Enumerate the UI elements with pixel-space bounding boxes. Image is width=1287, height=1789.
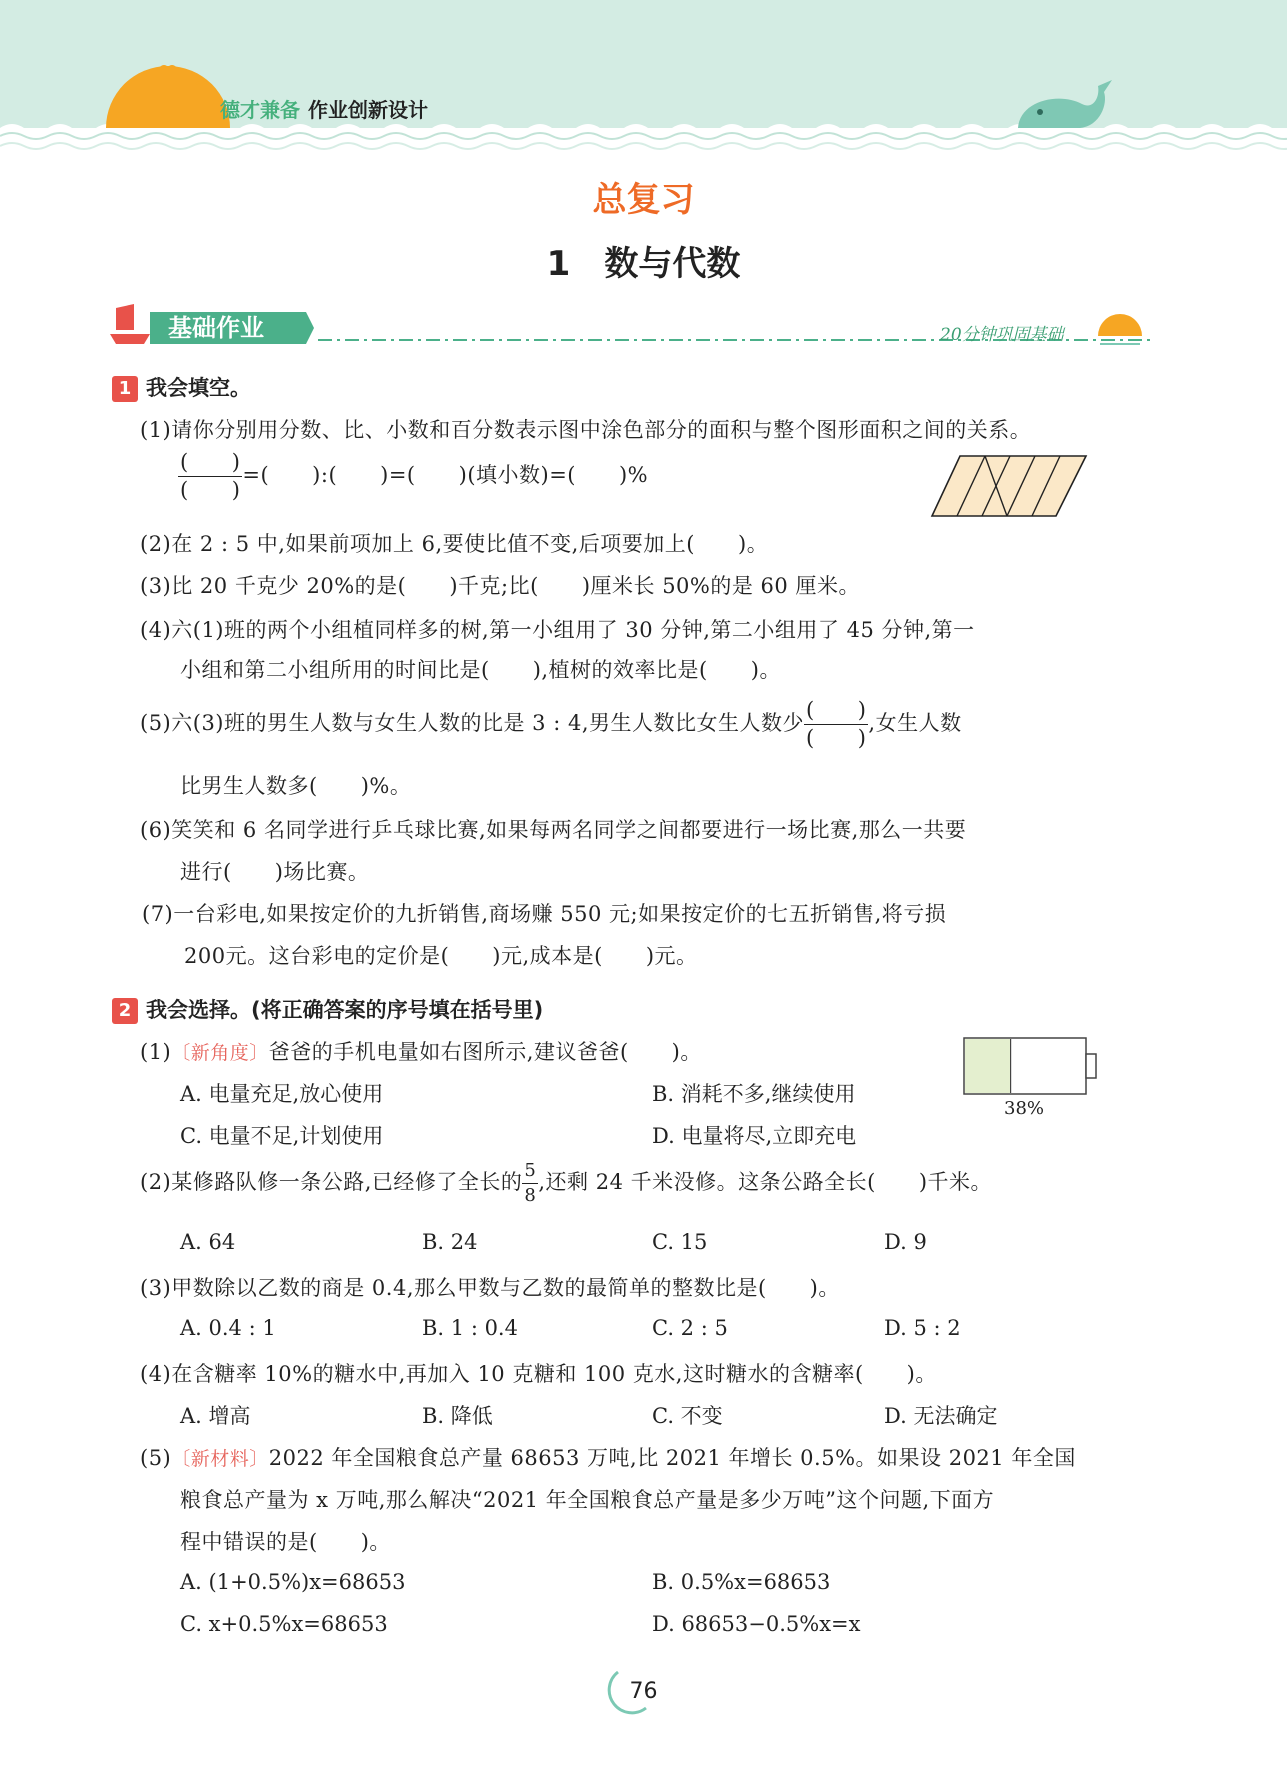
q2-s2-suffix: ,还剩 24 千米没修。这条公路全长( )千米。 <box>538 1170 993 1194</box>
sail-icon <box>116 304 134 330</box>
q1-p1-rest: =( ):( )=( )(填小数)=( )% <box>242 463 649 487</box>
q1-p1-answer <box>178 452 648 501</box>
q2-s4-option-a: A. 增高 <box>180 1404 251 1428</box>
q2-s1-prefix: (1) <box>140 1040 172 1064</box>
battery-icon <box>962 1036 1102 1096</box>
q1-p5-fraction <box>804 700 868 749</box>
q2-s1-option-c: C. 电量不足,计划使用 <box>180 1124 384 1148</box>
q2-s2-fraction <box>522 1162 538 1205</box>
q2-s5-prefix: (5) <box>140 1446 172 1470</box>
q1-p2: (2)在 2 : 5 中,如果前项加上 6,要使比值不变,后项要加上( )。 <box>140 532 769 556</box>
q2-number: 2 <box>112 998 138 1024</box>
q1-p4-line2: 小组和第二小组所用的时间比是( ),植树的效率比是( )。 <box>180 658 781 682</box>
fraction-denominator: ( ) <box>180 478 241 502</box>
q2-s4-option-c: C. 不变 <box>652 1404 723 1428</box>
q1-p4-line1: (4)六(1)班的两个小组植同样多的树,第一小组用了 30 分钟,第二小组用了 45 分钟,第一 <box>140 618 975 642</box>
q2-s5-line3: 程中错误的是( )。 <box>180 1530 391 1554</box>
q2-s5-option-b: B. 0.5%x=68653 <box>652 1570 831 1594</box>
section-note: 20分钟巩固基础 <box>940 325 1064 345</box>
q2-s1 <box>140 1036 702 1066</box>
brand-dark: 作业创新设计 <box>308 98 428 122</box>
q1-number: 1 <box>112 376 138 402</box>
fraction-denominator: ( ) <box>806 726 867 750</box>
fraction-numerator: ( ) <box>804 700 868 725</box>
q2-s5-option-d: D. 68653−0.5%x=x <box>652 1612 861 1636</box>
section-sun-icon <box>1098 314 1142 336</box>
q1-p7-line2: 200元。这台彩电的定价是( )元,成本是( )元。 <box>184 944 698 968</box>
q2-s1-option-a: A. 电量充足,放心使用 <box>180 1082 384 1106</box>
q1-p5-text: (5)六(3)班的男生人数与女生人数的比是 3 : 4,男生人数比女生人数少 <box>140 711 804 735</box>
q2-s2-option-a: A. 64 <box>180 1230 236 1254</box>
q2-s1-option-b: B. 消耗不多,继续使用 <box>652 1082 856 1106</box>
q2-s5-line2: 粮食总产量为 x 万吨,那么解决“2021 年全国粮食总产量是多少万吨”这个问题,下面方 <box>180 1488 995 1512</box>
q2-s3: (3)甲数除以乙数的商是 0.4,那么甲数与乙数的最简单的整数比是( )。 <box>140 1276 840 1300</box>
q1-p5-text-end: ,女生人数 <box>868 711 962 735</box>
q1-p6-line1: (6)笑笑和 6 名同学进行乒乓球比赛,如果每两名同学之间都要进行一场比赛,那么一共要 <box>140 818 967 842</box>
q2-s2 <box>140 1162 992 1205</box>
q2-title: 我会选择。(将正确答案的序号填在括号里) <box>146 998 544 1022</box>
battery-label: 38% <box>1004 1098 1045 1119</box>
fraction-numerator: ( ) <box>178 452 242 477</box>
header-banner <box>0 0 1287 160</box>
q1-p7-line1: (7)一台彩电,如果按定价的九折销售,商场赚 550 元;如果按定价的七五折销售,将亏损 <box>142 902 947 926</box>
q2-s3-option-a: A. 0.4 : 1 <box>180 1316 276 1340</box>
q2-s2-option-d: D. 9 <box>884 1230 927 1254</box>
page-number: 76 <box>629 1679 658 1704</box>
q2-heading <box>112 994 543 1024</box>
q2-s3-option-b: B. 1 : 0.4 <box>422 1316 518 1340</box>
q2-s5-line1 <box>140 1442 1076 1472</box>
q2-s2-option-c: C. 15 <box>652 1230 708 1254</box>
q1-heading <box>112 372 251 402</box>
battery-fill <box>965 1039 1011 1093</box>
fraction-denominator: 8 <box>524 1185 537 1206</box>
q1-p3: (3)比 20 千克少 20%的是( )千克;比( )厘米长 50%的是 60 厘米。 <box>140 574 860 598</box>
q2-s1-text: 爸爸的手机电量如右图所示,建议爸爸( )。 <box>268 1040 702 1064</box>
fraction-numerator: 5 <box>522 1162 538 1184</box>
q2-s4-option-b: B. 降低 <box>422 1404 493 1428</box>
q2-s4: (4)在含糖率 10%的糖水中,再加入 10 克糖和 100 克水,这时糖水的含糖率( )。 <box>140 1362 937 1386</box>
q2-s3-option-d: D. 5 : 2 <box>884 1316 961 1340</box>
brand-green: 德才兼备 <box>220 98 300 122</box>
q2-s2-option-b: B. 24 <box>422 1230 478 1254</box>
brand-title <box>220 94 428 123</box>
q1-p5-line1 <box>140 700 962 749</box>
section-label: 基础作业 <box>168 314 264 342</box>
q2-s3-option-c: C. 2 : 5 <box>652 1316 728 1340</box>
q2-s5-option-a: A. (1+0.5%)x=68653 <box>180 1570 406 1594</box>
shaded-parallelogram-figure <box>930 454 1090 518</box>
q1-title: 我会填空。 <box>146 376 251 400</box>
q1-p6-line2: 进行( )场比赛。 <box>180 860 370 884</box>
q1-p1: (1)请你分别用分数、比、小数和百分数表示图中涂色部分的面积与整个图形面积之间的关系。 <box>140 418 1032 442</box>
q2-s4-option-d: D. 无法确定 <box>884 1404 998 1428</box>
q1-p1-fraction <box>178 452 242 501</box>
q2-s5-tag: 〔新材料〕 <box>171 1448 269 1470</box>
page-title: 总复习 <box>592 180 695 220</box>
q2-s1-tag: 〔新角度〕 <box>171 1042 269 1064</box>
banner-graphic <box>0 0 1287 160</box>
q2-s2-prefix: (2)某修路队修一条公路,已经修了全长的 <box>140 1170 523 1194</box>
page-subtitle: 1 数与代数 <box>546 244 741 284</box>
q2-s5-text: 2022 年全国粮食总产量 68653 万吨,比 2021 年增长 0.5%。如果设 2021 年全国 <box>268 1446 1076 1470</box>
q2-s5-option-c: C. x+0.5%x=68653 <box>180 1612 388 1636</box>
q2-s1-option-d: D. 电量将尽,立即充电 <box>652 1124 857 1148</box>
q1-p5-line2: 比男生人数多( )%。 <box>180 774 412 798</box>
